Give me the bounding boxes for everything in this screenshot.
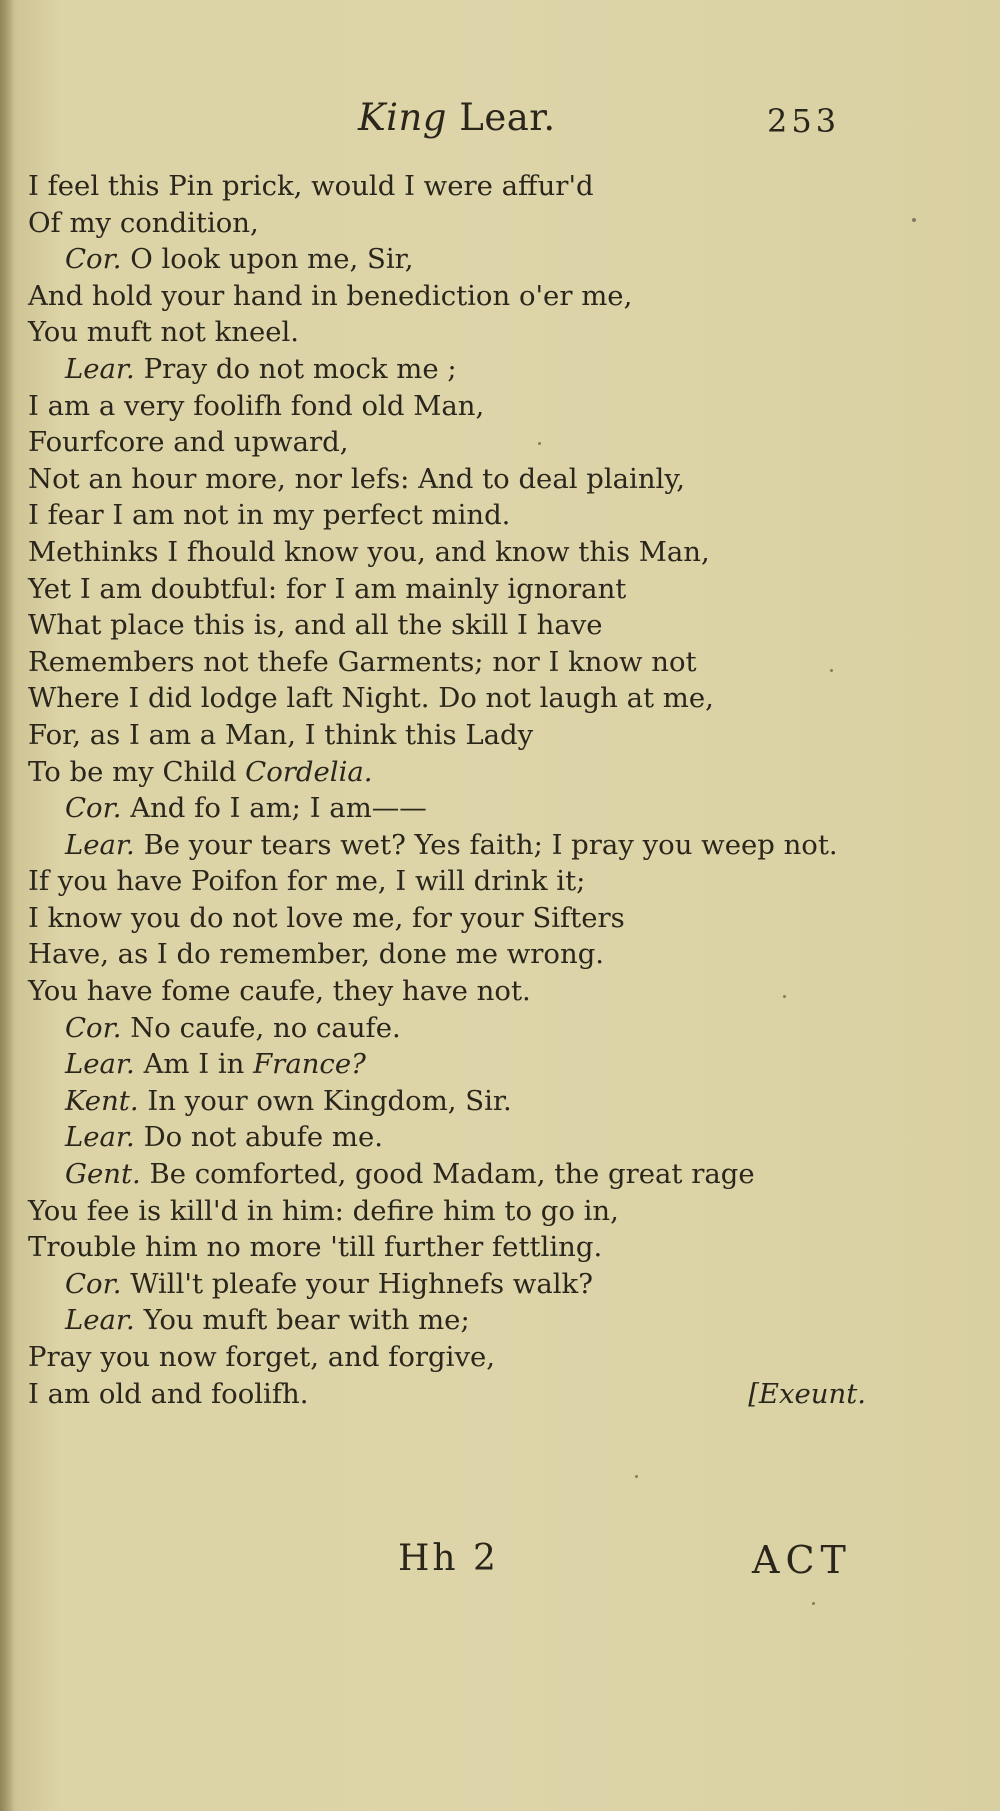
page-number: 253 xyxy=(767,102,841,140)
speaker-name: Kent. xyxy=(65,1084,139,1117)
text-line xyxy=(28,314,878,351)
line-text: You fee is kill'd in him: defire him to go in, xyxy=(28,1194,619,1227)
text-line xyxy=(28,827,878,864)
text-line xyxy=(28,973,878,1010)
line-text: If you have Poifon for me, I will drink it; xyxy=(28,865,586,898)
italic-word: France? xyxy=(253,1048,366,1081)
line-text: I am old and foolifh. xyxy=(28,1377,309,1410)
italic-word: Cordelia. xyxy=(245,755,373,788)
line-text: Pray do not mock me ; xyxy=(143,352,457,385)
line-text: And hold your hand in benediction o'er me, xyxy=(28,279,633,312)
line-text: And fo I am; I am—— xyxy=(130,792,427,825)
page-header xyxy=(0,96,1000,156)
line-text: You muft not kneel. xyxy=(28,316,300,349)
page-footer xyxy=(0,1538,1000,1598)
line-text: O look upon me, Sir, xyxy=(130,243,414,276)
text-line xyxy=(28,717,878,754)
speaker-name: Cor. xyxy=(65,243,122,276)
line-text: Where I did lodge laft Night. Do not laugh at me, xyxy=(28,682,714,715)
line-text: You have fome caufe, they have not. xyxy=(28,975,531,1008)
speaker-name: Gent. xyxy=(65,1158,141,1191)
line-text: Pray you now forget, and forgive, xyxy=(28,1341,495,1373)
text-line xyxy=(28,1083,878,1120)
signature-mark: Hh 2 xyxy=(398,1538,499,1579)
line-text: To be my Child xyxy=(28,755,246,788)
text-line xyxy=(28,1229,878,1266)
paper-speck xyxy=(830,669,833,672)
line-text: Be comforted, good Madam, the great rage xyxy=(149,1158,755,1191)
line-text: What place this is, and all the skill I have xyxy=(28,609,603,642)
text-line xyxy=(28,790,878,827)
line-text: Of my condition, xyxy=(28,206,259,239)
speaker-name: Cor. xyxy=(65,1011,122,1044)
line-text: I am a very foolifh fond old Man, xyxy=(28,389,485,422)
text-line xyxy=(28,644,878,681)
line-text: No caufe, no caufe. xyxy=(130,1011,401,1044)
play-text xyxy=(28,168,878,1412)
line-text: Not an hour more, nor lefs: And to deal plainly, xyxy=(28,462,685,495)
text-line xyxy=(28,1302,878,1339)
line-text: Be your tears wet? Yes faith; I pray you weep not. xyxy=(143,828,838,861)
text-line xyxy=(28,424,878,461)
line-text: Remembers not thefe Garments; nor I know not xyxy=(28,645,697,678)
text-line xyxy=(28,607,878,644)
line-text: I know you do not love me, for your Sifters xyxy=(28,901,625,934)
line-text: Fourfcore and upward, xyxy=(28,426,349,459)
line-text: You muft bear with me; xyxy=(143,1304,470,1337)
text-line xyxy=(28,1156,878,1193)
speaker-name: Lear. xyxy=(65,352,135,385)
line-text: Methinks I fhould know you, and know this Man, xyxy=(28,535,710,568)
text-line xyxy=(28,1046,878,1083)
text-line xyxy=(28,534,878,571)
speaker-name: Cor. xyxy=(65,1267,122,1300)
paper-speck xyxy=(783,995,786,998)
text-line xyxy=(28,497,878,534)
text-line xyxy=(28,461,878,498)
line-text: I fear I am not in my perfect mind. xyxy=(28,499,511,532)
text-line xyxy=(28,351,878,388)
speaker-name: Lear. xyxy=(65,1304,135,1337)
line-text: Trouble him no more 'till further fettling. xyxy=(28,1231,603,1264)
line-text: Will't pleafe your Highnefs walk? xyxy=(130,1267,593,1300)
line-text: Do not abufe me. xyxy=(143,1121,383,1154)
line-text: In your own Kingdom, Sir. xyxy=(147,1084,512,1117)
text-line xyxy=(28,1193,878,1230)
text-line xyxy=(28,278,878,315)
speaker-name: Cor. xyxy=(65,792,122,825)
speaker-name: Lear. xyxy=(65,1048,135,1081)
paper-speck xyxy=(635,1475,638,1478)
line-text: I feel this Pin prick, would I were affur'd xyxy=(28,170,594,202)
text-line xyxy=(28,205,878,242)
speaker-name: Lear. xyxy=(65,828,135,861)
text-line xyxy=(28,936,878,973)
text-line xyxy=(28,241,878,278)
paper-speck xyxy=(912,218,916,222)
text-line xyxy=(28,168,878,205)
text-line xyxy=(28,1376,878,1413)
running-title-italic: King xyxy=(358,96,447,139)
stage-direction: [Exeunt. xyxy=(748,1377,866,1410)
catchword: ACT xyxy=(752,1538,852,1582)
text-line xyxy=(28,1119,878,1156)
text-line xyxy=(28,571,878,608)
line-text: Have, as I do remember, done me wrong. xyxy=(28,938,605,971)
text-line xyxy=(28,1266,878,1303)
text-line xyxy=(28,1010,878,1047)
line-text: Am I in xyxy=(143,1048,254,1081)
text-line xyxy=(28,754,878,791)
paper-speck xyxy=(812,1602,815,1605)
running-title xyxy=(358,96,556,139)
running-title-roman: Lear. xyxy=(459,96,556,139)
text-line xyxy=(28,863,878,900)
text-line xyxy=(28,680,878,717)
paper-speck xyxy=(538,442,541,445)
speaker-name: Lear. xyxy=(65,1121,135,1154)
line-text: Yet I am doubtful: for I am mainly ignorant xyxy=(28,572,627,605)
text-line xyxy=(28,388,878,425)
line-text: For, as I am a Man, I think this Lady xyxy=(28,718,534,751)
text-line xyxy=(28,900,878,937)
text-line xyxy=(28,1339,878,1376)
